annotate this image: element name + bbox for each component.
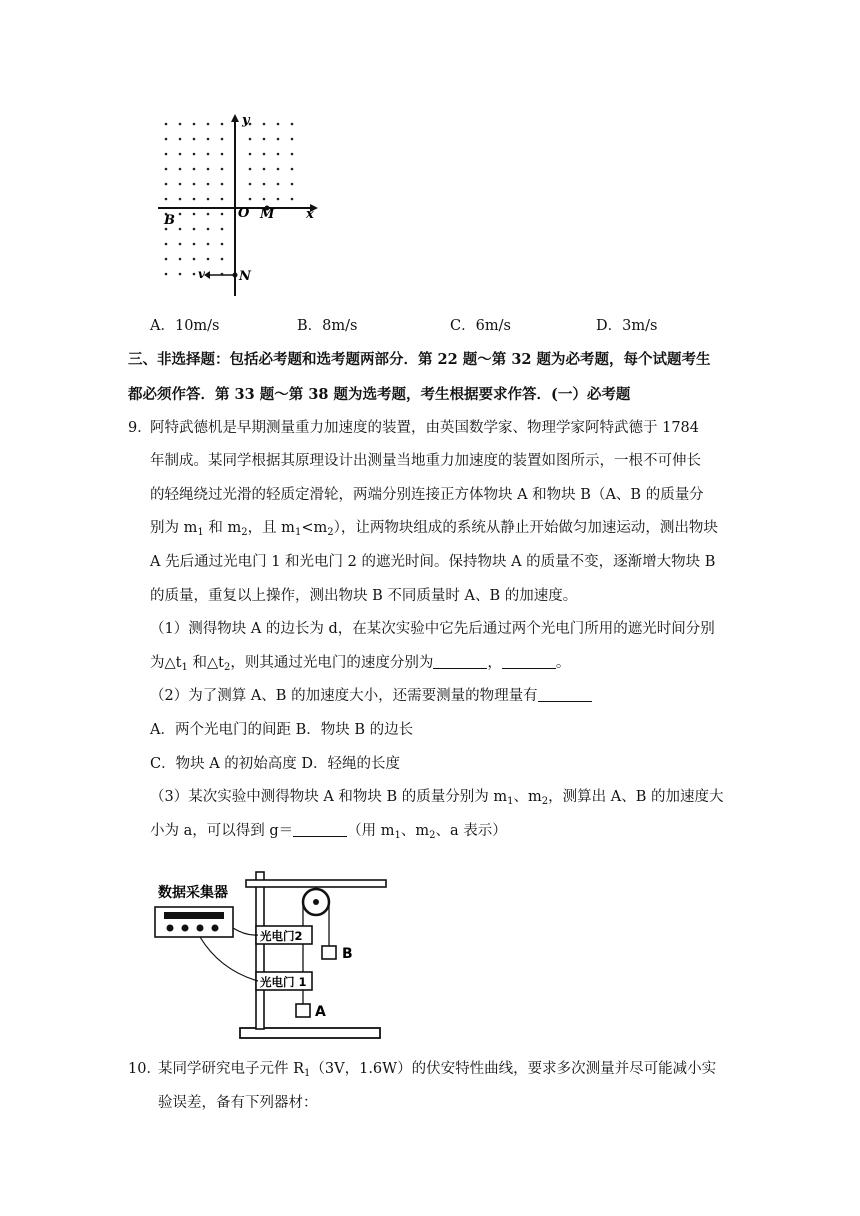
origin-label: O (238, 206, 250, 221)
data-collector-knob-4 (212, 925, 219, 932)
field-dot (207, 243, 210, 246)
magnetic-field-figure (150, 110, 330, 300)
q9-para-6: 的质量，重复以上操作，测出物块 B 不同质量时 A、B 的加速度。 (150, 588, 578, 604)
q9-para-4: 别为 $m_1$ 和 $m_2$，且 $m_1<m_2$），让两物块组成的系统从静止开始做匀加速运动，测出物块 (150, 520, 718, 538)
q9-sub2-options-cd: C．物块 A 的初始高度 D．轻绳的长度 (150, 756, 401, 772)
field-dot (207, 153, 210, 156)
wire-to-photogate-1 (200, 937, 258, 981)
q10-para-2: 验误差，备有下列器材： (158, 1095, 318, 1111)
q9-para-5: A 先后通过光电门 1 和光电门 2 的遮光时间。保持物块 A 的质量不变，逐渐增大物块 B (150, 554, 716, 570)
field-dot (193, 123, 196, 126)
field-dot (249, 138, 252, 141)
field-dot (221, 153, 224, 156)
field-dot (249, 168, 252, 171)
stand-pole (256, 872, 264, 1029)
field-dot (193, 198, 196, 201)
q9-para-1: 阿特武德机是早期测量重力加速度的装置，由英国数学家、物理学家阿特武德于 1784 (150, 420, 700, 436)
field-dot (179, 258, 182, 261)
field-dot (249, 198, 252, 201)
field-dot (193, 213, 196, 216)
block-a (296, 1004, 310, 1017)
q9-para-3: 的轻绳绕过光滑的轻质定滑轮，两端分别连接正方体物块 A 和物块 B（A、B 的质量分 (150, 487, 704, 503)
photogate-2-label: 光电门2 (260, 929, 303, 943)
q9-sub2: （2）为了测算 A、B 的加速度大小，还需要测量的物理量有 (150, 686, 592, 706)
q10-number: 10． (128, 1061, 161, 1077)
field-dot (291, 123, 294, 126)
option-b: B．8m/s (297, 318, 358, 334)
field-dot (179, 183, 182, 186)
field-dot (179, 228, 182, 231)
field-dot (193, 228, 196, 231)
field-dot (249, 153, 252, 156)
velocity-label: v (198, 267, 205, 281)
region-b-label: B (164, 213, 175, 228)
field-dot (165, 243, 168, 246)
field-dot (291, 168, 294, 171)
field-dot (249, 183, 252, 186)
field-dot (193, 243, 196, 246)
field-dot (207, 183, 210, 186)
field-dot (221, 138, 224, 141)
option-c: C．6m/s (450, 318, 511, 334)
field-dot (277, 198, 280, 201)
data-collector-knob-1 (167, 925, 174, 932)
y-axis-arrow (231, 114, 239, 122)
data-collector-display (164, 912, 224, 919)
field-dot (207, 258, 210, 261)
field-dot (165, 228, 168, 231)
q9-sub1-line1: （1）测得物块 A 的边长为 d，在某次实验中它先后通过两个光电门所用的遮光时间分别 (150, 621, 715, 637)
field-dot (165, 183, 168, 186)
q9-para-2: 年制成。某同学根据其原理设计出测量当地重力加速度的装置如图所示，一根不可伸长 (150, 453, 701, 469)
point-n-label: N (239, 269, 251, 284)
field-dot (263, 138, 266, 141)
field-dot (165, 198, 168, 201)
field-dot (207, 168, 210, 171)
field-dot (221, 183, 224, 186)
field-dot (165, 153, 168, 156)
field-dot (179, 243, 182, 246)
q9-sub1-line2: 为$\triangle t_1$ 和$\triangle t_2$，则其通过光电门的速度分别为 ， 。 (150, 655, 571, 673)
field-dot (165, 123, 168, 126)
field-dot (277, 183, 280, 186)
field-dot (179, 153, 182, 156)
field-dot (221, 168, 224, 171)
pulley-axle (313, 899, 319, 905)
y-axis-label: y (242, 113, 250, 128)
atwood-apparatus-figure (150, 860, 400, 1045)
field-dot (207, 123, 210, 126)
field-dot (179, 198, 182, 201)
q9-sub3-line1: （3）某次实验中测得物块 A 和物块 B 的质量分别为 $m_1$、$m_2$，测算出 A、B 的加速度大 (150, 789, 724, 807)
field-dot (277, 168, 280, 171)
point-m-label: M (260, 207, 275, 222)
field-dot (291, 183, 294, 186)
answer-blank-2[interactable] (502, 654, 556, 669)
field-dot (263, 198, 266, 201)
field-dot (193, 153, 196, 156)
field-dot (291, 138, 294, 141)
field-dot (193, 183, 196, 186)
x-axis-label: x (306, 207, 314, 222)
field-dot (179, 138, 182, 141)
field-dot (193, 138, 196, 141)
field-dot (263, 123, 266, 126)
data-collector-knob-3 (197, 925, 204, 932)
field-dot (221, 243, 224, 246)
answer-blank-3[interactable] (538, 687, 592, 702)
field-dot (277, 153, 280, 156)
field-dot (165, 138, 168, 141)
field-dot (221, 228, 224, 231)
field-dot (221, 198, 224, 201)
field-dot (193, 168, 196, 171)
section3-line2: 都必须作答．第 33 题～第 38 题为选考题，考生根据要求作答．(一）必考题 (128, 386, 631, 403)
block-a-label: A (315, 1004, 326, 1020)
data-collector (155, 907, 233, 937)
field-dot (179, 213, 182, 216)
photogate-1-label: 光电门 1 (260, 975, 307, 989)
section3-line1: 三、非选择题：包括必考题和选考题两部分．第 22 题～第 32 题为必考题，每个试题考生 (128, 351, 711, 368)
stand-beam (246, 880, 386, 887)
field-dot (207, 228, 210, 231)
field-dot (179, 168, 182, 171)
q10-para-1: 某同学研究电子元件 $R_1(3V$，1.6W）的伏安特性曲线，要求多次测量并尽可能减小实 (158, 1061, 717, 1079)
field-dot (221, 123, 224, 126)
q9-number: 9． (128, 420, 152, 436)
q9-sub2-options-ab: A．两个光电门的间距 B．物块 B 的边长 (150, 722, 414, 738)
field-dot (263, 168, 266, 171)
block-b-label: B (342, 946, 353, 962)
field-dot (207, 138, 210, 141)
field-dots (165, 123, 294, 276)
field-dot (179, 273, 182, 276)
wire-to-photogate-2 (233, 928, 258, 935)
field-dot (291, 198, 294, 201)
data-collector-label: 数据采集器 (158, 885, 228, 901)
field-dot (221, 213, 224, 216)
answer-blank-4[interactable] (293, 822, 347, 837)
field-dot (207, 198, 210, 201)
field-dot (165, 168, 168, 171)
block-b (322, 946, 336, 959)
field-dot (277, 123, 280, 126)
option-d: D．3m/s (596, 318, 658, 334)
answer-blank-1[interactable] (433, 654, 487, 669)
field-dot (207, 213, 210, 216)
field-dot (193, 258, 196, 261)
field-dot (165, 258, 168, 261)
q9-sub3-line2: 小为 a，可以得到 g＝ （用 $m_1$、$m_2$、a 表示） (150, 823, 507, 841)
option-a: A．10m/s (150, 318, 220, 334)
field-dot (291, 153, 294, 156)
data-collector-knob-2 (182, 925, 189, 932)
field-dot (193, 273, 196, 276)
field-dot (179, 123, 182, 126)
field-dot (165, 273, 168, 276)
field-dot (263, 183, 266, 186)
field-dot (221, 258, 224, 261)
field-dot (277, 138, 280, 141)
field-dot (263, 153, 266, 156)
